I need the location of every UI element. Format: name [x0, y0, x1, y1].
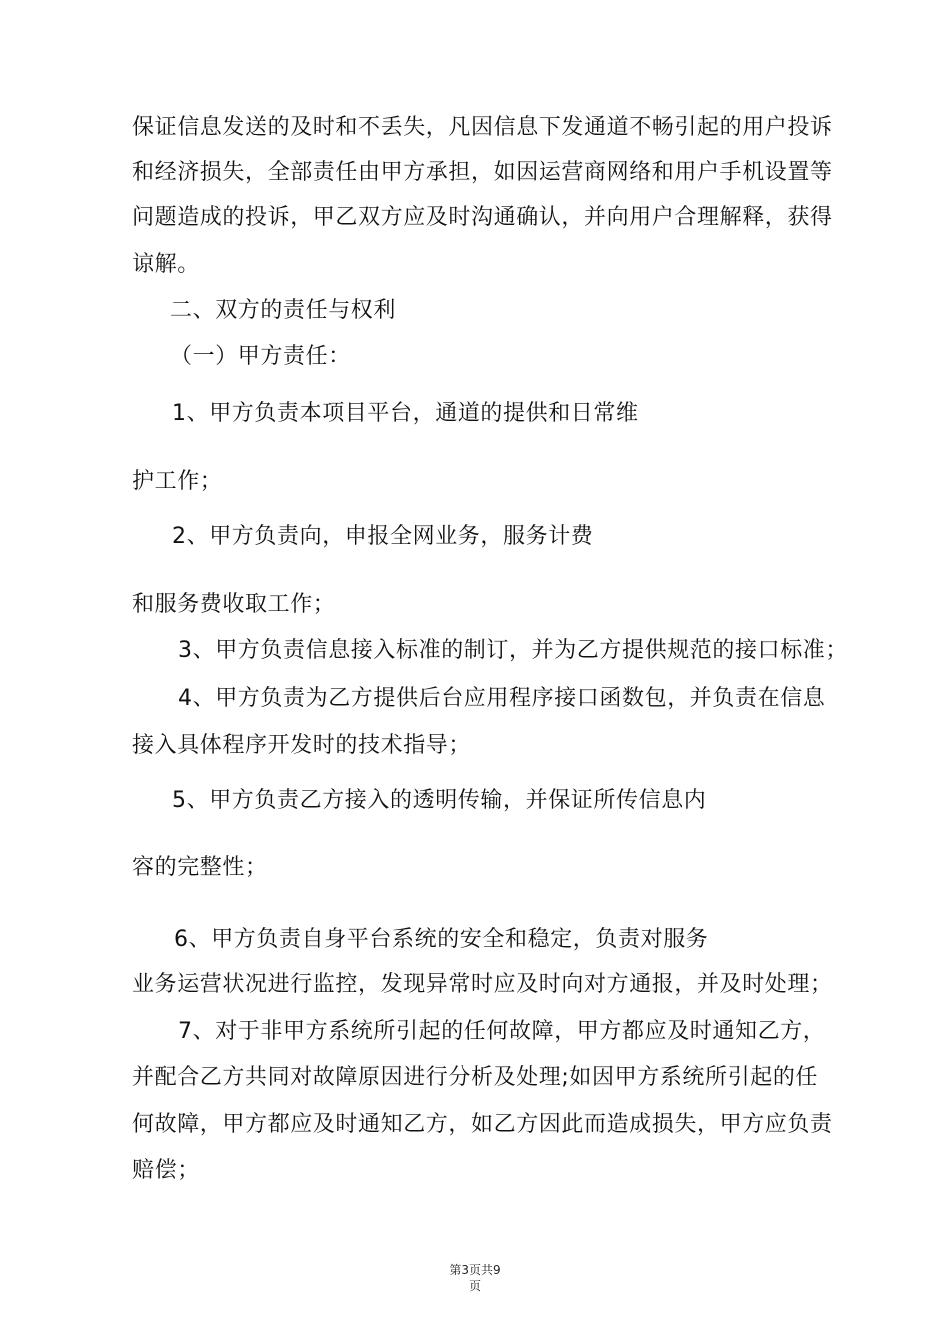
list-item: 2、甲方负责向，申报全网业务，服务计费 [172, 524, 594, 549]
paragraph-line: 谅解。 [132, 252, 200, 277]
list-item: 5、甲方负责乙方接入的透明传输，并保证所传信息内 [172, 788, 707, 813]
list-item: 4、甲方负责为乙方提供后台应用程序接口函数包，并负责在信息 [178, 686, 826, 711]
list-item: 1、甲方负责本项目平台，通道的提供和日常维 [172, 401, 639, 426]
section-heading: 二、双方的责任与权利 [170, 298, 397, 323]
list-item-continuation: 容的完整性； [132, 855, 268, 880]
list-item-continuation: 护工作； [132, 469, 223, 494]
list-item: 3、甲方负责信息接入标准的制订，并为乙方提供规范的接口标准； [178, 638, 848, 663]
paragraph-line: 问题造成的投诉，甲乙双方应及时沟通确认，并向用户合理解释，获得 [132, 205, 833, 230]
list-item: 6、甲方负责自身平台系统的安全和稳定，负责对服务 [174, 927, 709, 952]
list-item-continuation: 并配合乙方共同对故障原因进行分析及处理;如因甲方系统所引起的任 [132, 1065, 819, 1090]
list-item-continuation: 接入具体程序开发时的技术指导； [132, 733, 472, 758]
list-item-continuation: 和服务费收取工作； [132, 592, 336, 617]
page-number-suffix: 页 [468, 1279, 481, 1293]
paragraph-line: 保证信息发送的及时和不丢失，凡因信息下发通道不畅引起的用户投诉 [132, 115, 833, 140]
list-item: 7、对于非甲方系统所引起的任何故障，甲方都应及时通知乙方， [178, 1019, 826, 1044]
paragraph-line: 和经济损失，全部责任由甲方承担，如因运营商网络和用户手机设置等 [132, 160, 833, 185]
page-number: 第3页共9 [449, 1263, 501, 1277]
list-item-continuation: 何故障，甲方都应及时通知乙方，如乙方因此而造成损失，甲方应负责 [132, 1112, 833, 1137]
list-item-continuation: 赔偿； [132, 1158, 200, 1183]
subsection-heading: （一）甲方责任： [170, 344, 351, 369]
list-item-continuation: 业务运营状况进行监控，发现异常时应及时向对方通报，并及时处理； [132, 972, 833, 997]
